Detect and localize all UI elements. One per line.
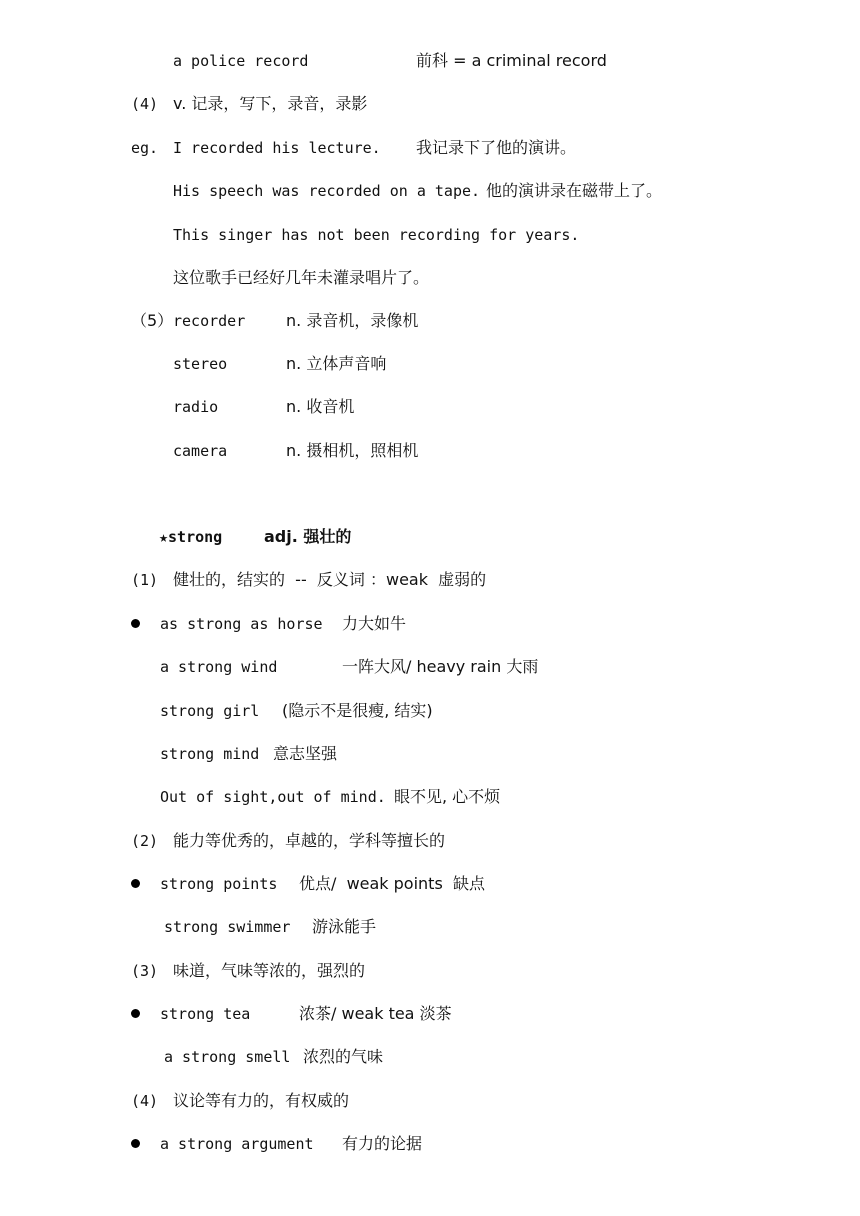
example-sentence: This singer has not been recording for years. — [173, 226, 580, 244]
example-translation: 我记录下了他的演讲。 — [416, 138, 577, 157]
example-phrase: a strong smell — [164, 1048, 291, 1066]
example-phrase: strong girl — [160, 702, 260, 720]
vocab-word: recorder — [173, 312, 246, 330]
example-phrase: Out of sight,out of mind. — [160, 788, 386, 806]
example-phrase: a strong wind — [160, 658, 278, 676]
sense-number: (2) — [131, 832, 159, 850]
vocab-word: radio — [173, 398, 219, 416]
sense-number: (4) — [131, 1092, 159, 1110]
example-translation: 力大如牛 — [342, 614, 407, 633]
example-translation: 眼不见, 心不烦 — [394, 787, 501, 806]
example-translation: 优点/ weak points 缺点 — [299, 874, 485, 893]
example-translation: 游泳能手 — [312, 917, 377, 936]
sense-definition: 议论等有力的，有权威的 — [173, 1091, 350, 1110]
example-translation: 一阵大风/ heavy rain 大雨 — [342, 657, 539, 676]
sense-number: (4) — [131, 95, 159, 113]
example-phrase: strong mind — [160, 745, 260, 763]
example-phrase: strong points — [160, 875, 278, 893]
example-translation: 前科 = a criminal record — [416, 51, 607, 70]
vocab-word: stereo — [173, 355, 228, 373]
example-phrase: strong tea — [160, 1005, 251, 1023]
example-phrase: a police record — [173, 52, 309, 70]
example-translation: 这位歌手已经好几年未灌录唱片了。 — [173, 268, 430, 287]
sense-number: （5） — [131, 311, 174, 330]
entry-headword: ★strong — [159, 528, 223, 546]
sense-definition: 能力等优秀的，卓越的，学科等擅长的 — [173, 831, 446, 850]
example-translation: (隐示不是很瘦, 结实) — [282, 701, 433, 720]
example-phrase: strong swimmer — [164, 918, 291, 936]
example-sentence: His speech was recorded on a tape. — [173, 182, 481, 200]
bullet-icon — [131, 1139, 140, 1148]
example-translation: 他的演讲录在磁带上了。 — [486, 181, 663, 200]
example-translation: 浓烈的气味 — [303, 1047, 384, 1066]
entry-definition: adj. 强壮的 — [264, 527, 352, 546]
sense-definition: 味道，气味等浓的，强烈的 — [173, 961, 366, 980]
eg-label: eg. — [131, 139, 159, 157]
example-sentence: I recorded his lecture. — [173, 139, 381, 157]
sense-number: (3) — [131, 962, 159, 980]
bullet-icon — [131, 1009, 140, 1018]
vocab-word: camera — [173, 442, 228, 460]
vocab-definition: n. 收音机 — [286, 397, 355, 416]
sense-number: (1) — [131, 571, 159, 589]
vocab-definition: n. 立体声音响 — [286, 354, 387, 373]
example-translation: 浓茶/ weak tea 淡茶 — [299, 1004, 452, 1023]
sense-definition: 健壮的，结实的 -- 反义词 ：weak 虚弱的 — [173, 570, 487, 589]
sense-definition: v. 记录，写下，录音，录影 — [173, 94, 368, 113]
bullet-icon — [131, 879, 140, 888]
example-phrase: a strong argument — [160, 1135, 314, 1153]
example-translation: 有力的论据 — [342, 1134, 423, 1153]
example-phrase: as strong as horse — [160, 615, 323, 633]
vocab-definition: n. 摄相机，照相机 — [286, 441, 419, 460]
vocab-definition: n. 录音机，录像机 — [286, 311, 419, 330]
example-translation: 意志坚强 — [273, 744, 338, 763]
bullet-icon — [131, 619, 140, 628]
